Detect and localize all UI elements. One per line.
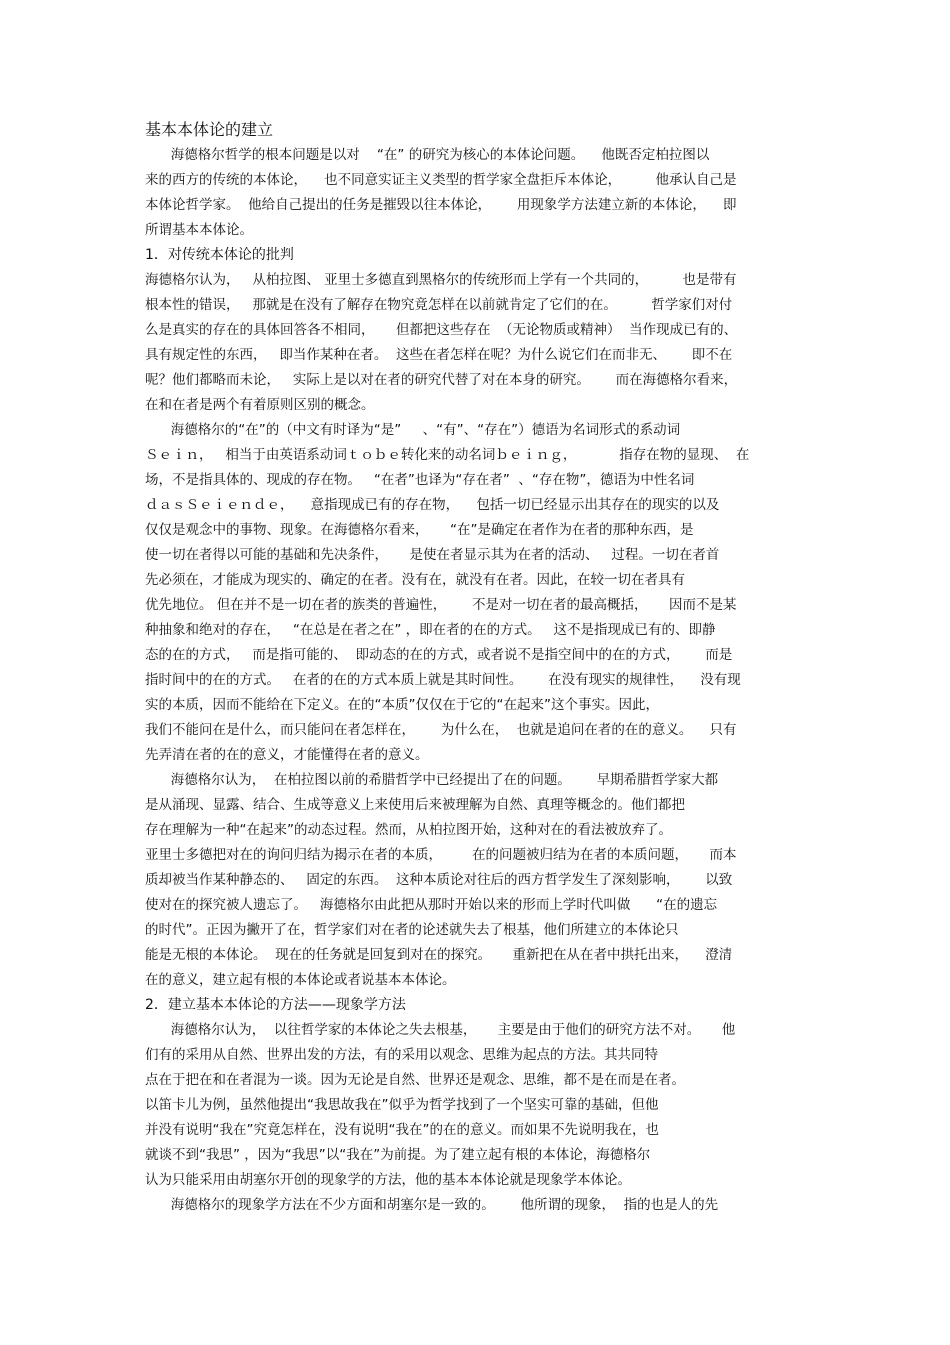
text-line: 仅仅是观念中的事物、现象。在海德格尔看来， “在”是确定在者作为在者的那种东西，是 [145,522,694,538]
text-line: 是从涌现、显露、结合、生成等意义上来使用后来被理解为自然、真理等概念的。他们都把 [145,797,685,813]
text-line: 点在于把在和在者混为一谈。因为无论是自然、世界还是观念、思维，都不是在而是在者。 [145,1072,685,1088]
text-line: 以笛卡儿为例，虽然他提出“我思故我在”似乎为哲学找到了一个坚实可靠的基础，但他 [145,1097,659,1113]
text-line: 认为只能采用由胡塞尔开创的现象学的方法，他的基本本体论就是现象学本体论。 [145,1172,631,1188]
text-line: 指时间中的在的方式。 在者的在的方式本质上就是其时间性。 在没有现实的规律性， 没有现 [145,672,741,688]
text-line: 的时代”。正因为撇开了在，哲学家们对在者的论述就失去了根基，他们所建立的本体论只 [145,922,679,938]
text-line: 们有的采用从自然、世界出发的方法，有的采用以观念、思维为起点的方法。其共同特 [145,1047,658,1063]
text-line: 亚里士多德把对在的询问归结为揭示在者的本质， 在的问题被归结为在者的本质问题， 而本 [145,847,737,863]
text-line: 态的在的方式， 而是指可能的、 即动态的在的方式，或者说不是指空间中的在的方式， 而是 [145,647,733,663]
text-line: 我们不能问在是什么，而只能问在者怎样在， 为什么在， 也就是追问在者的在的意义。 只有 [145,722,737,738]
text-line: 呢？他们都略而未论， 实际上是以对在者的研究代替了对在本身的研究。 而在海德格尔看来， [145,372,738,388]
text-line: 来的西方的传统的本体论， 也不同意实证主义类型的哲学家全盘拒斥本体论， 他承认自己是 [145,172,737,188]
text-line: 实的本质，因而不能给在下定义。在的“本质”仅仅在于它的“在起来”这个事实。因此， [145,697,659,713]
text-line: 2．建立基本本体论的方法——现象学方法 [145,997,406,1013]
text-line: 使一切在者得以可能的基础和先决条件， 是使在者显示其为在者的活动、 过程。一切在者首 [145,547,720,563]
text-line: 1．对传统本体论的批判 [145,247,294,263]
text-line: 优先地位。 但在并不是一切在者的族类的普遍性， 不是对一切在者的最高概括， 因而不是某 [145,597,737,613]
text-line: 在的意义，建立起有根的本体论或者说基本本体论。 [145,972,456,988]
text-line: 海德格尔的“在”的（中文有时译为“是” 、“有”、“存在”）德语为名词形式的系动词 [145,422,681,438]
text-line: 海德格尔认为， 以往哲学家的本体论之失去根基， 主要是由于他们的研究方法不对。 他 [145,1022,736,1038]
text-line: 就谈不到“我思” ，因为“我思”以“我在”为前提。为了建立起有根的本体论，海德格尔 [145,1147,651,1163]
text-line: 先必须在，才能成为现实的、确定的在者。没有在，就没有在者。因此，在较一切在者具有 [145,572,685,588]
text-line: ｄａｓＳｅｉｅｎｄｅ， 意指现成已有的存在物， 包括一切已经显示出其存在的现实的以及 [145,497,720,513]
text-line: 海德格尔的现象学方法在不少方面和胡塞尔是一致的。 他所谓的现象， 指的也是人的先 [145,1197,719,1213]
text-line: 能是无根的本体论。 现在的任务就是回复到对在的探究。 重新把在从在者中拱托出来， 澄清 [145,947,733,963]
text-line: 根本性的错误， 那就是在没有了解存在物究竟怎样在以前就肯定了它们的在。 哲学家们对付 [145,297,733,313]
document-body [145,143,820,1218]
text-line: 么是真实的存在的具体回答各不相同， 但都把这些存在 （无论物质或精神） 当作现成已有的、 [145,322,738,338]
text-line: 海德格尔认为， 从柏拉图、 亚里士多德直到黑格尔的传统形而上学有一个共同的， 也是带有 [145,272,737,288]
text-line: 场，不是指具体的、现成的存在物。 “在者”也译为“存在者” 、“存在物”，德语为中性名词 [145,472,695,488]
text-line: 种抽象和绝对的存在， “在总是在者之在” ，即在者的在的方式。 这不是指现成已有的、即静 [145,622,716,638]
text-line: 海德格尔认为， 在柏拉图以前的希腊哲学中已经提出了在的问题。 早期希腊哲学家大都 [145,772,719,788]
text-line: 存在理解为一种“在起来”的动态过程。然而，从柏拉图开始，这种对在的看法被放弃了。 [145,822,672,838]
text-line: 海德格尔哲学的根本问题是以对 “在” 的研究为核心的本体论问题。 他既否定柏拉图以 [145,147,710,163]
text-line: 质却被当作某种静态的、 固定的东西。 这种本质论对往后的西方哲学发生了深刻影响， 以致 [145,872,733,888]
text-line: 并没有说明“我在”究竟怎样在，没有说明“我在”的在的意义。而如果不先说明我在，也 [145,1122,659,1138]
text-line: 在和在者是两个有着原则区别的概念。 [145,397,375,413]
text-line: Ｓｅｉｎ， 相当于由英语系动词ｔｏｂｅ转化来的动名词ｂｅｉｎｇ， 指存在物的显现、 在 [145,447,750,463]
text-line: 具有规定性的东西， 即当作某种在者。 这些在者怎样在呢？为什么说它们在而非无、 即不在 [145,347,733,363]
document-title: 基本本体论的建立 [145,120,274,139]
text-line: 本体论哲学家。 他给自己提出的任务是摧毁以往本体论， 用现象学方法建立新的本体论， 即 [145,197,737,213]
text-line: 所谓基本本体论。 [145,222,253,238]
text-line: 使对在的探究被人遗忘了。 海德格尔由此把从那时开始以来的形而上学时代叫做 “在的遗忘 [145,897,718,913]
text-line: 先弄清在者的在的意义，才能懂得在者的意义。 [145,747,429,763]
